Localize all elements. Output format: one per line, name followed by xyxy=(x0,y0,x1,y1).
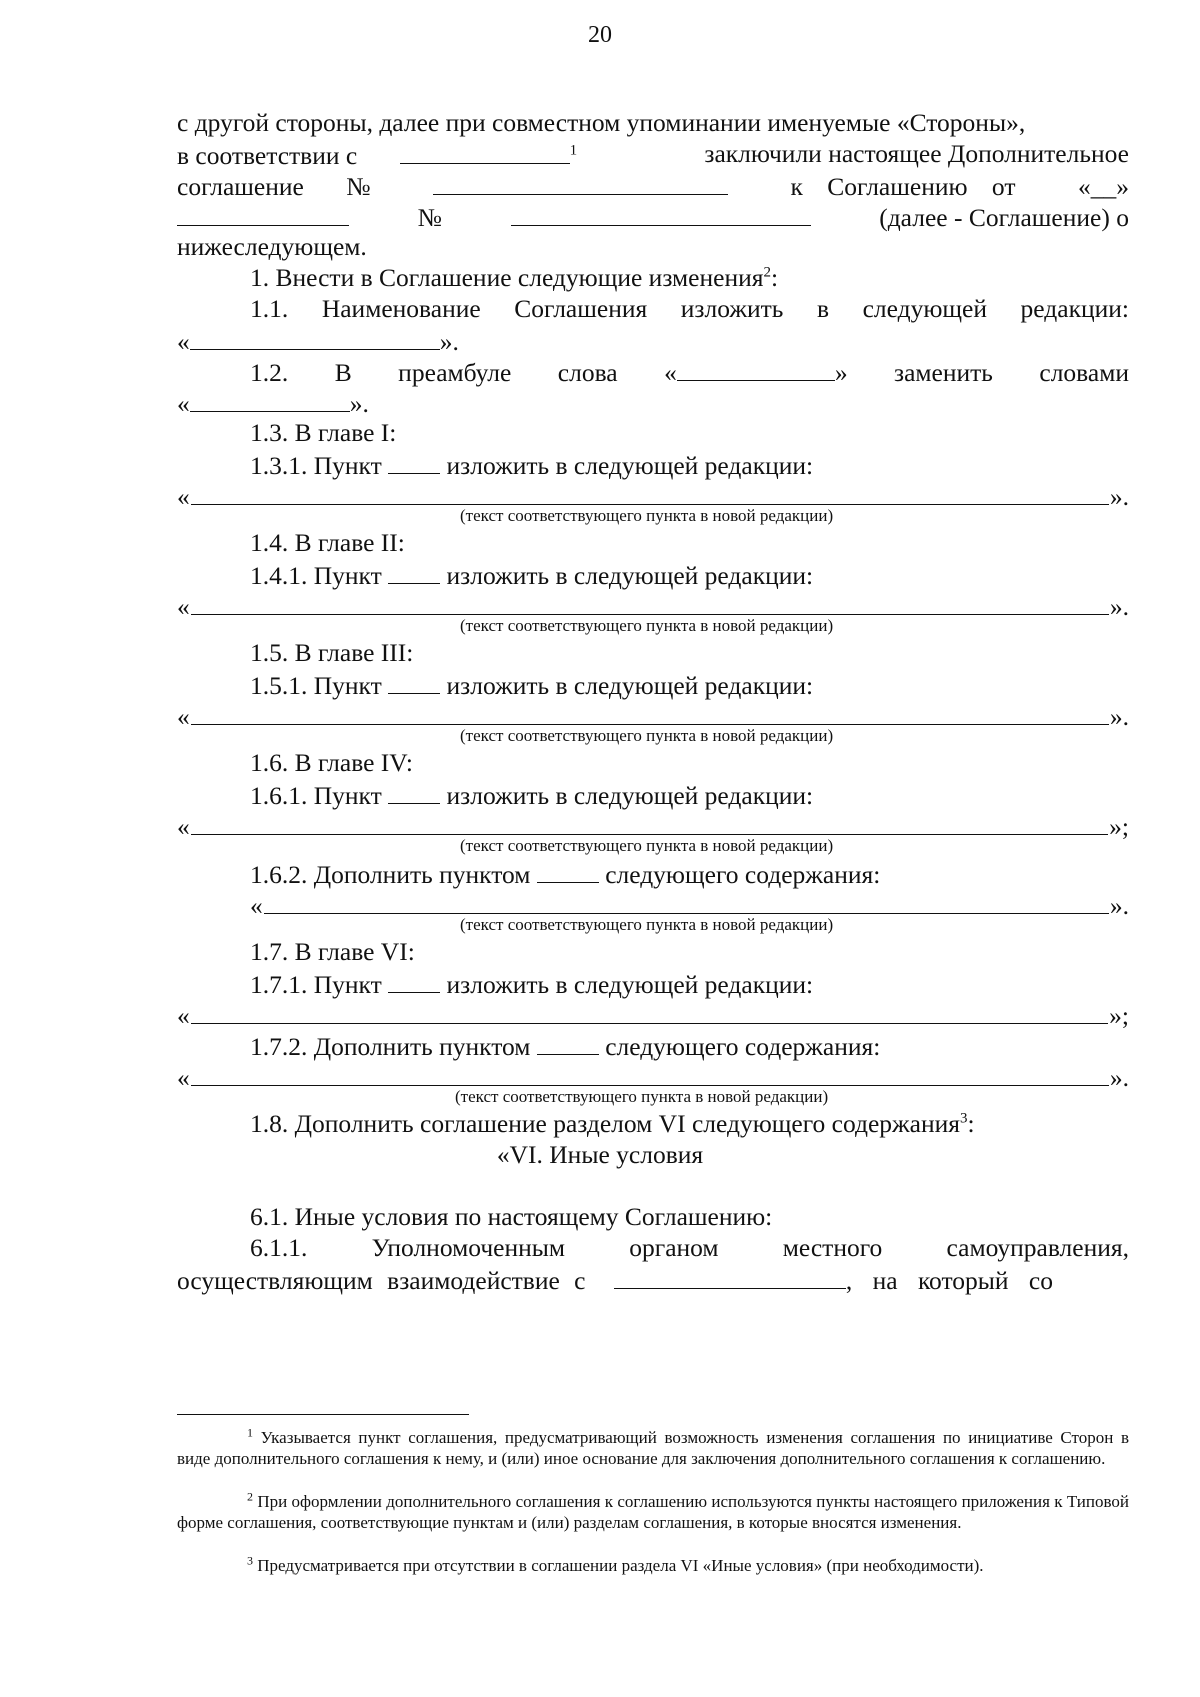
fill-blank[interactable] xyxy=(388,669,440,694)
item-text: : xyxy=(967,1109,975,1138)
item-text: изложить в следующей редакции: xyxy=(446,671,814,700)
fill-blank[interactable] xyxy=(388,968,440,993)
intro-text: в соответствии с xyxy=(177,141,358,170)
caption: (текст соответствующего пункта в новой редакции) xyxy=(460,726,834,745)
fill-blank[interactable] xyxy=(433,170,728,195)
intro-text: (далее - Соглашение) о xyxy=(879,203,1129,232)
item-6-1-1-line-2 xyxy=(177,1264,1129,1296)
footnote-text: Предусматривается при отсутствии в соглашении раздела VI «Иные условия» (при необходимости). xyxy=(257,1556,984,1575)
fill-blank[interactable] xyxy=(388,559,440,584)
item-1-4: 1.4. В главе II: xyxy=(250,528,405,557)
fill-blank[interactable] xyxy=(190,325,440,350)
quote-close: ». xyxy=(1109,891,1129,920)
item-text: слова xyxy=(557,358,618,387)
date-day: «__» xyxy=(1077,172,1129,201)
item-6-1: 6.1. Иные условия по настоящему Соглашению: xyxy=(250,1202,773,1231)
item-text: 1.7.2. Дополнить пунктом xyxy=(250,1032,531,1061)
item-text: осуществляющим взаимодействие с xyxy=(177,1266,586,1295)
item-1-7-2 xyxy=(250,1030,1129,1062)
fill-blank[interactable] xyxy=(177,201,349,226)
footnote-ref: 2 xyxy=(763,264,771,281)
number-sign: № xyxy=(417,203,442,232)
footnote-3 xyxy=(177,1555,1129,1576)
item-1-7: 1.7. В главе VI: xyxy=(250,937,415,966)
footnote-text: При оформлении дополнительного соглашения к соглашению используются пункты настоящего приложения к Типовой форме соглашения, соответствующие пунктам и (или) разделам соглашения, в которые вносятся изменения. xyxy=(177,1492,1129,1532)
fill-blank[interactable] xyxy=(511,201,811,226)
intro-text: к Соглашению от xyxy=(790,172,1016,201)
item-text: 1.3.1. Пункт xyxy=(250,451,382,480)
footnote-number: 1 xyxy=(247,1425,253,1440)
item-1-3-1 xyxy=(250,449,1129,481)
fill-blank[interactable] xyxy=(191,1061,1109,1086)
section-title: «VI. Иные условия xyxy=(496,1140,704,1169)
item-text: , на который со xyxy=(845,1266,1054,1295)
item-1-4-1 xyxy=(250,559,1129,591)
intro-line-2 xyxy=(177,139,1129,171)
intro-text: соглашение № xyxy=(177,172,371,201)
quote-close: ». xyxy=(439,327,459,356)
item-text: заменить xyxy=(894,358,993,387)
item-text: изложить в следующей редакции: xyxy=(446,970,814,999)
item-text: 1.6.2. Дополнить пунктом xyxy=(250,860,531,889)
item-6-1-1 xyxy=(250,1233,1129,1263)
quote-open: « xyxy=(177,389,190,418)
quote-close: » xyxy=(834,358,848,387)
item-num: 6.1.1. xyxy=(250,1233,308,1262)
quote-open: « xyxy=(177,592,190,621)
quote-open: « xyxy=(177,812,190,841)
item-text: следующего содержания: xyxy=(605,860,881,889)
fill-blank[interactable] xyxy=(677,356,835,381)
footnote-2 xyxy=(177,1491,1129,1533)
caption: (текст соответствующего пункта в новой редакции) xyxy=(460,915,834,934)
quote-close: ». xyxy=(1109,482,1129,511)
item-text: органом xyxy=(629,1233,719,1262)
footnote-ref: 1 xyxy=(569,142,578,159)
fill-blank[interactable] xyxy=(388,449,440,474)
fill-blank[interactable] xyxy=(191,700,1109,725)
item-1-2 xyxy=(250,356,1129,388)
item-text: Уполномоченным xyxy=(371,1233,566,1262)
item-1 xyxy=(250,263,1129,293)
quote-close: »; xyxy=(1109,812,1129,841)
quote-close: ». xyxy=(349,389,369,418)
caption: (текст соответствующего пункта в новой редакции) xyxy=(460,836,834,855)
fill-blank[interactable] xyxy=(191,480,1109,505)
quote-open: « xyxy=(177,1063,190,1092)
fill-blank[interactable] xyxy=(190,387,350,412)
item-text: 1.4.1. Пункт xyxy=(250,561,382,590)
item-text: изложить в следующей редакции: xyxy=(446,561,814,590)
item-text: 1.5.1. Пункт xyxy=(250,671,382,700)
intro-line-4 xyxy=(177,201,1129,233)
item-1-6-1 xyxy=(250,779,1129,811)
fill-blank[interactable] xyxy=(191,999,1108,1024)
fill-blank[interactable] xyxy=(614,1264,846,1289)
intro-line-1: с другой стороны, далее при совместном упоминании именуемые «Стороны», xyxy=(177,108,1026,137)
item-1-6: 1.6. В главе IV: xyxy=(250,748,413,777)
quote-open: « xyxy=(177,327,190,356)
caption: (текст соответствующего пункта в новой редакции) xyxy=(455,1087,829,1106)
footnote-number: 3 xyxy=(247,1553,253,1568)
footnote-separator xyxy=(177,1414,469,1415)
fill-blank[interactable] xyxy=(264,889,1109,914)
fill-blank[interactable] xyxy=(400,139,570,164)
item-1-1-fill xyxy=(177,325,1129,357)
item-1-7-1-fill xyxy=(177,999,1129,1031)
quote-open: « xyxy=(177,1001,190,1030)
item-text: : xyxy=(771,263,779,292)
item-1-6-2 xyxy=(250,858,1129,890)
item-1-1: 1.1. Наименование Соглашения изложить в следующей редакции: xyxy=(250,294,1129,323)
fill-blank[interactable] xyxy=(537,1030,599,1055)
item-1-7-1 xyxy=(250,968,1129,1000)
item-text: местного xyxy=(782,1233,883,1262)
item-text: изложить в следующей редакции: xyxy=(446,781,814,810)
quote-open: « xyxy=(664,358,677,387)
item-1-2-fill xyxy=(177,387,1129,419)
item-1-8 xyxy=(250,1109,1129,1139)
item-text: преамбуле xyxy=(398,358,512,387)
item-1-5: 1.5. В главе III: xyxy=(250,638,414,667)
item-num: 1.2. xyxy=(250,358,289,387)
footnote-number: 2 xyxy=(247,1489,253,1504)
item-text: 1. Внести в Соглашение следующие изменения xyxy=(250,263,764,292)
item-text: 1.7.1. Пункт xyxy=(250,970,382,999)
intro-text: заключили настоящее Дополнительное xyxy=(704,139,1129,168)
intro-line-3 xyxy=(177,170,1129,202)
item-1-3: 1.3. В главе I: xyxy=(250,418,397,447)
quote-close: ». xyxy=(1109,1063,1129,1092)
item-text: 1.6.1. Пункт xyxy=(250,781,382,810)
quoted-blank xyxy=(664,356,848,388)
item-text: 1.8. Дополнить соглашение разделом VI следующего содержания xyxy=(250,1109,961,1138)
item-text: изложить в следующей редакции: xyxy=(446,451,814,480)
caption: (текст соответствующего пункта в новой редакции) xyxy=(460,506,834,525)
quote-open: « xyxy=(177,702,190,731)
footnote-text: Указывается пункт соглашения, предусматривающий возможность изменения соглашения по инициативе Сторон в виде дополнительного соглашения к нему, и (или) иное основание для заключения дополнительного соглашения к соглашению. xyxy=(177,1428,1130,1468)
caption: (текст соответствующего пункта в новой редакции) xyxy=(460,616,834,635)
quote-close: ». xyxy=(1109,592,1129,621)
item-text: следующего содержания: xyxy=(605,1032,881,1061)
fill-blank[interactable] xyxy=(388,779,440,804)
quote-close: ». xyxy=(1109,702,1129,731)
item-text: словами xyxy=(1039,358,1129,387)
item-1-5-1 xyxy=(250,669,1129,701)
intro-line-5: нижеследующем. xyxy=(177,232,367,261)
quote-open: « xyxy=(177,482,190,511)
item-text: самоуправления, xyxy=(946,1233,1129,1262)
quote-open: « xyxy=(250,891,263,920)
quote-close: »; xyxy=(1109,1001,1129,1030)
page-number: 20 xyxy=(588,22,612,48)
item-text: В xyxy=(334,358,352,387)
fill-blank[interactable] xyxy=(191,810,1108,835)
footnote-1 xyxy=(177,1427,1129,1469)
footnote-ref: 3 xyxy=(960,1110,968,1127)
fill-blank[interactable] xyxy=(537,858,599,883)
fill-blank[interactable] xyxy=(191,590,1109,615)
